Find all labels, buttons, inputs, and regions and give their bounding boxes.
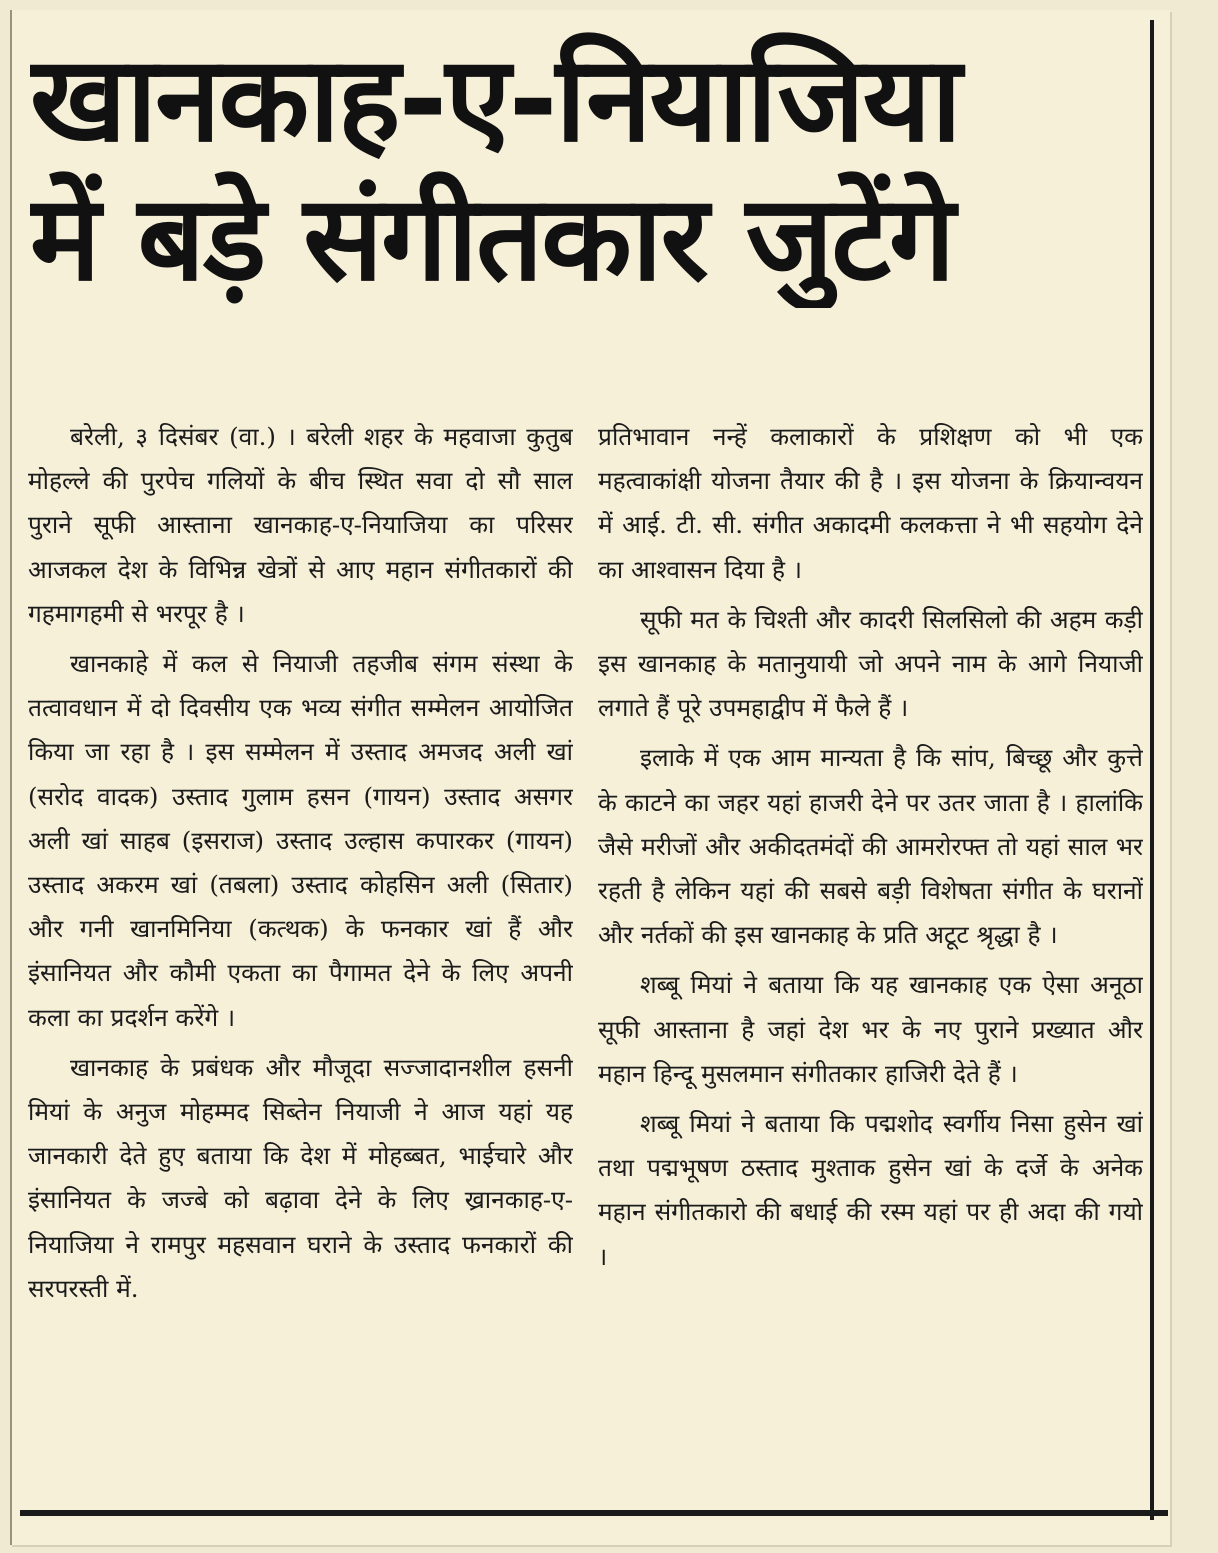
article-paragraph: खानकाह के प्रबंधक और मौजूदा सज्जादानशील हसनी मियां के अनुज मोहम्मद सिब्तेन नियाजी ने आज यहां यह जानकारी देते हुए बताया कि देश में मोहब्बत, भाईचारे और इंसानियत के जज्बे को बढ़ावा देने के लिए ख्रानकाह-ए- नियाजिया ने रामपुर महसवान घराने के उस्ताद फनकारों की सरपरस्ती में.: [28, 1052, 573, 1303]
article-body: [28, 415, 1143, 1495]
article-paragraph: प्रतिभावान नन्हें कलाकारों के प्रशिक्षण को भी एक महत्वाकांक्षी योजना तैयार की है । इस योजना के क्रियान्वयन में आई. टी. सी. संगीत अकादमी कलकत्ता ने भी सहयोग देने का आश्वासन दिया है ।: [598, 422, 1143, 584]
headline-line-2: में बड़े संगीतकार जुटेंगे: [30, 169, 954, 308]
headline: [30, 30, 1140, 308]
article-column-left: [28, 415, 573, 1495]
article-paragraph: शब्बू मियां ने बताया कि यह खानकाह एक ऐसा अनूठा सूफी आस्ताना है जहां देश भर के नए पुराने प्रख्यात और महान हिन्दू मुसलमान संगीतकार हाजिरी देते हैं ।: [598, 970, 1143, 1088]
article-paragraph: बरेली, ३ दिसंबर (वा.) । बरेली शहर के महवाजा कुतुब मोहल्ले की पुरपेच गलियों के बीच स्थित सवा दो सौ साल पुराने सूफी आस्ताना खानकाह-ए-नियाजिया का परिसर आजकल देश के विभिन्न खेत्रों से आए महान संगीतकारों की गहमागहमी से भरपूर है ।: [28, 422, 573, 628]
article-paragraph: शब्बू मियां ने बताया कि पद्मशोद स्वर्गीय निसा हुसेन खां तथा पद्मभूषण ठस्ताद मुश्ताक हुसेन खां के दर्जे के अनेक महान संगीतकारो की बधाई की रस्म यहां पर ही अदा की गयो ।: [598, 1109, 1143, 1271]
article-paragraph: सूफी मत के चिश्ती और कादरी सिलसिलो की अहम कड़ी इस खानकाह के मतानुयायी जो अपने नाम के आगे नियाजी लगाते हैं पूरे उपमहाद्वीप में फैले हैं ।: [598, 604, 1143, 723]
article-paragraph: इलाके में एक आम मान्यता है कि सांप, बिच्छू और कुत्ते के काटने का जहर यहां हाजरी देने पर उतर जाता है । हालांकि जैसे मरीजों और अकीदतमंदों की आमरोरफ्त तो यहां साल भर रहती है लेकिन यहां की सबसे बड़ी विशेषता संगीत के घरानों और नर्तकों की इस खानकाह के प्रति अटूट श्रृद्धा है ।: [598, 743, 1143, 950]
column-rule-right: [1150, 20, 1154, 1520]
headline-line-1: खानकाह-ए-नियाजिया: [30, 30, 960, 168]
article-paragraph: खानकाहे में कल से नियाजी तहजीब संगम संस्था के तत्वावधान में दो दिवसीय एक भव्य संगीत सम्मेलन आयोजित किया जा रहा है । इस सम्मेलन में उस्ताद अमजद अली खां (सरोद वादक) उस्ताद गुलाम हसन (गायन) उस्ताद असगर अली खां साहब (इसराज) उस्ताद उल्हास कपारकर (गायन) उस्ताद अकरम खां (तबला) उस्ताद कोहसिन अली (सितार) और गनी खानमिनिया (कत्थक) के फनकार खां हैं और इंसानियत और कौमी एकता का पैगामत देने के लिए अपनी कला का प्रदर्शन करेंगे ।: [28, 649, 573, 1032]
column-rule-bottom: [20, 1510, 1168, 1516]
article-column-right: [598, 415, 1143, 1495]
